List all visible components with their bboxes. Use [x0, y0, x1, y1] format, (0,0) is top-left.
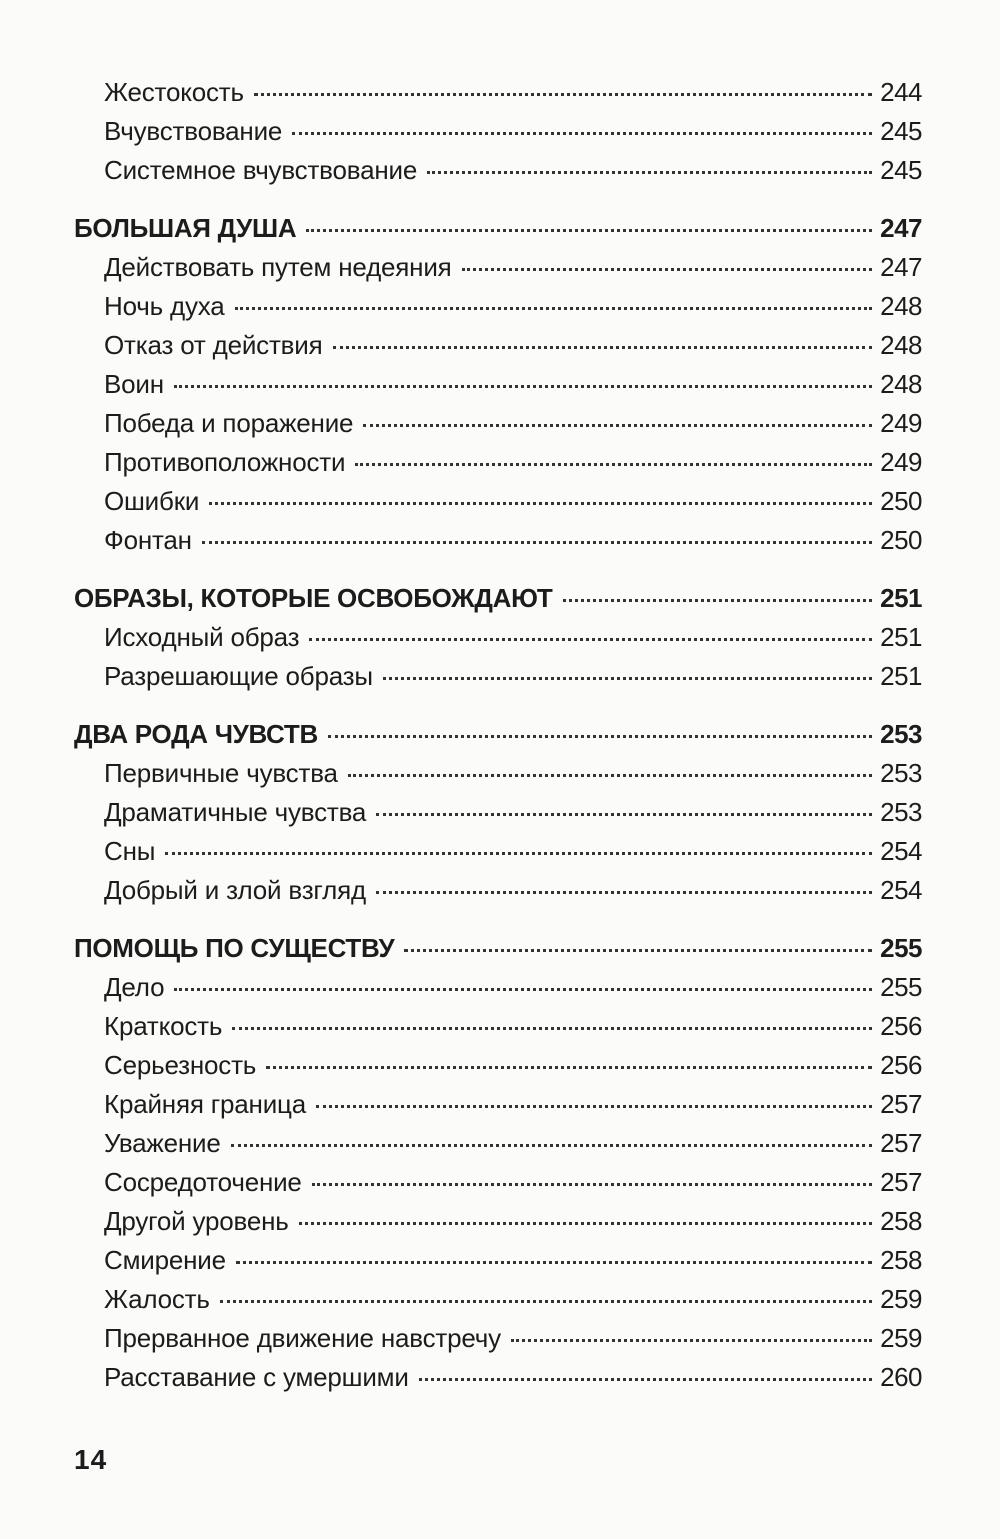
dot-leader — [376, 813, 872, 816]
toc-entry-title: Исходный образ — [104, 622, 300, 652]
dot-leader — [333, 346, 873, 349]
dot-leader — [348, 774, 872, 777]
toc-entry — [104, 1089, 922, 1125]
toc-entry — [104, 291, 922, 327]
toc-entry-page: 254 — [880, 875, 922, 905]
toc-entry-title: Победа и поражение — [104, 408, 354, 438]
toc-entry-title: Крайняя граница — [104, 1089, 306, 1119]
dot-leader — [312, 1183, 872, 1186]
toc-entry-title: Серьезность — [104, 1050, 257, 1080]
toc-entry-title: Ночь духа — [104, 291, 225, 321]
toc-entry — [104, 1245, 922, 1281]
toc-entry — [104, 77, 922, 113]
toc-entry-title: Системное вчувствование — [104, 155, 418, 185]
toc-entry — [104, 1323, 922, 1359]
toc-entry-page: 247 — [880, 252, 922, 282]
toc-entry-page: 253 — [880, 758, 922, 788]
toc-entry-title: Уважение — [104, 1128, 221, 1158]
dot-leader — [383, 677, 872, 680]
toc-entry-title: ОБРАЗЫ, КОТОРЫЕ ОСВОБОЖДАЮТ — [74, 583, 553, 613]
dot-leader — [316, 1105, 872, 1108]
dot-leader — [511, 1339, 872, 1342]
toc-entry — [104, 1362, 922, 1398]
dot-leader — [363, 424, 872, 427]
toc-entry-title: БОЛЬШАЯ ДУША — [74, 213, 297, 243]
page-number: 14 — [74, 1444, 108, 1475]
toc-entry — [104, 622, 922, 658]
toc-entry — [104, 1206, 922, 1242]
toc-entry-page: 259 — [880, 1323, 922, 1353]
toc-entry — [104, 758, 922, 794]
toc-entry — [104, 330, 922, 366]
toc-entry-title: Противоположности — [104, 447, 346, 477]
toc-entry-title: Отказ от действия — [104, 330, 323, 360]
dot-leader — [232, 1027, 872, 1030]
toc-entry-page: 258 — [880, 1206, 922, 1236]
toc-entry-title: Действовать путем недеяния — [104, 252, 452, 282]
dot-leader — [165, 852, 872, 855]
toc-entry-title: Краткость — [104, 1011, 223, 1041]
dot-leader — [202, 541, 872, 544]
dot-leader — [236, 1261, 872, 1264]
dot-leader — [309, 638, 872, 641]
toc-entry-page: 247 — [880, 213, 922, 243]
dot-leader — [299, 1222, 873, 1225]
toc-entry-page: 257 — [880, 1167, 922, 1197]
toc-entry-page: 249 — [880, 408, 922, 438]
toc-entry-page: 256 — [880, 1011, 922, 1041]
toc-entry-page: 248 — [880, 330, 922, 360]
toc-entry — [104, 797, 922, 833]
toc-entry — [104, 875, 922, 911]
dot-leader — [427, 171, 872, 174]
toc-entry — [104, 1050, 922, 1086]
toc-entry — [104, 1167, 922, 1203]
dot-leader — [209, 502, 872, 505]
toc-entry-title: Фонтан — [104, 525, 192, 555]
toc-entry-page: 254 — [880, 836, 922, 866]
toc-entry-page: 257 — [880, 1128, 922, 1158]
toc-entry — [104, 525, 922, 561]
dot-leader — [174, 988, 872, 991]
toc-entry-page: 255 — [880, 972, 922, 1002]
toc-entry-title: ДВА РОДА ЧУВСТВ — [74, 719, 318, 749]
dot-leader — [376, 891, 872, 894]
toc-entry-page: 248 — [880, 291, 922, 321]
dot-leader — [254, 93, 872, 96]
toc-entry-page: 245 — [880, 116, 922, 146]
toc-entry — [104, 155, 922, 191]
toc-section-entry — [74, 933, 922, 969]
dot-leader — [328, 735, 872, 738]
toc-entry-page: 260 — [880, 1362, 922, 1392]
toc-entry-title: Расставание с умершими — [104, 1362, 409, 1392]
toc-entry-title: Драматичные чувства — [104, 797, 367, 827]
toc-entry-page: 256 — [880, 1050, 922, 1080]
toc-entry-page: 251 — [880, 622, 922, 652]
toc-entry-title: Смирение — [104, 1245, 226, 1275]
toc-entry-page: 245 — [880, 155, 922, 185]
toc-entry — [104, 408, 922, 444]
toc-section-entry — [74, 583, 922, 619]
toc-entry-title: Ошибки — [104, 486, 200, 516]
toc-entry — [104, 369, 922, 405]
toc-entry-page: 258 — [880, 1245, 922, 1275]
toc-entry-title: Дело — [104, 972, 165, 1002]
toc-entry-title: Вчувствование — [104, 116, 283, 146]
toc-entry — [104, 972, 922, 1008]
toc-section-entry — [74, 213, 922, 249]
toc-entry — [104, 1284, 922, 1320]
toc-entry — [104, 661, 922, 697]
dot-leader — [266, 1066, 872, 1069]
toc-entry-page: 255 — [880, 933, 922, 963]
toc-entry-page: 249 — [880, 447, 922, 477]
dot-leader — [306, 229, 872, 232]
toc-entry — [104, 447, 922, 483]
toc-entry-page: 244 — [880, 77, 922, 107]
toc-entry-title: Жестокость — [104, 77, 244, 107]
dot-leader — [174, 385, 872, 388]
dot-leader — [231, 1144, 872, 1147]
dot-leader — [235, 307, 873, 310]
toc-entry-title: Сосредоточение — [104, 1167, 302, 1197]
toc-entry-page: 259 — [880, 1284, 922, 1314]
toc-entry-page: 257 — [880, 1089, 922, 1119]
toc-entry-page: 251 — [880, 661, 922, 691]
toc-entry-title: Прерванное движение навстречу — [104, 1323, 501, 1353]
toc-entry-title: ПОМОЩЬ ПО СУЩЕСТВУ — [74, 933, 395, 963]
toc-entry-title: Первичные чувства — [104, 758, 338, 788]
toc-entry-page: 253 — [880, 797, 922, 827]
dot-leader — [220, 1300, 872, 1303]
toc-entry — [104, 836, 922, 872]
toc-entry — [104, 116, 922, 152]
toc-entry — [104, 486, 922, 522]
toc-section-entry — [74, 719, 922, 755]
toc-entry — [104, 1011, 922, 1047]
toc-entry — [104, 1128, 922, 1164]
toc-entry-page: 251 — [880, 583, 922, 613]
toc-entry-title: Разрешающие образы — [104, 661, 373, 691]
dot-leader — [462, 268, 873, 271]
toc-entry-title: Сны — [104, 836, 156, 866]
toc-entry-title: Другой уровень — [104, 1206, 289, 1236]
dot-leader — [563, 599, 873, 602]
dot-leader — [292, 132, 872, 135]
toc-entry-page: 253 — [880, 719, 922, 749]
toc-entry-title: Добрый и злой взгляд — [104, 875, 366, 905]
toc-entry — [104, 252, 922, 288]
toc-entry-title: Жалость — [104, 1284, 210, 1314]
dot-leader — [404, 949, 872, 952]
toc-entry-page: 250 — [880, 525, 922, 555]
dot-leader — [419, 1378, 872, 1381]
toc-entry-title: Воин — [104, 369, 164, 399]
toc-entry-page: 250 — [880, 486, 922, 516]
dot-leader — [355, 463, 872, 466]
toc-entry-page: 248 — [880, 369, 922, 399]
